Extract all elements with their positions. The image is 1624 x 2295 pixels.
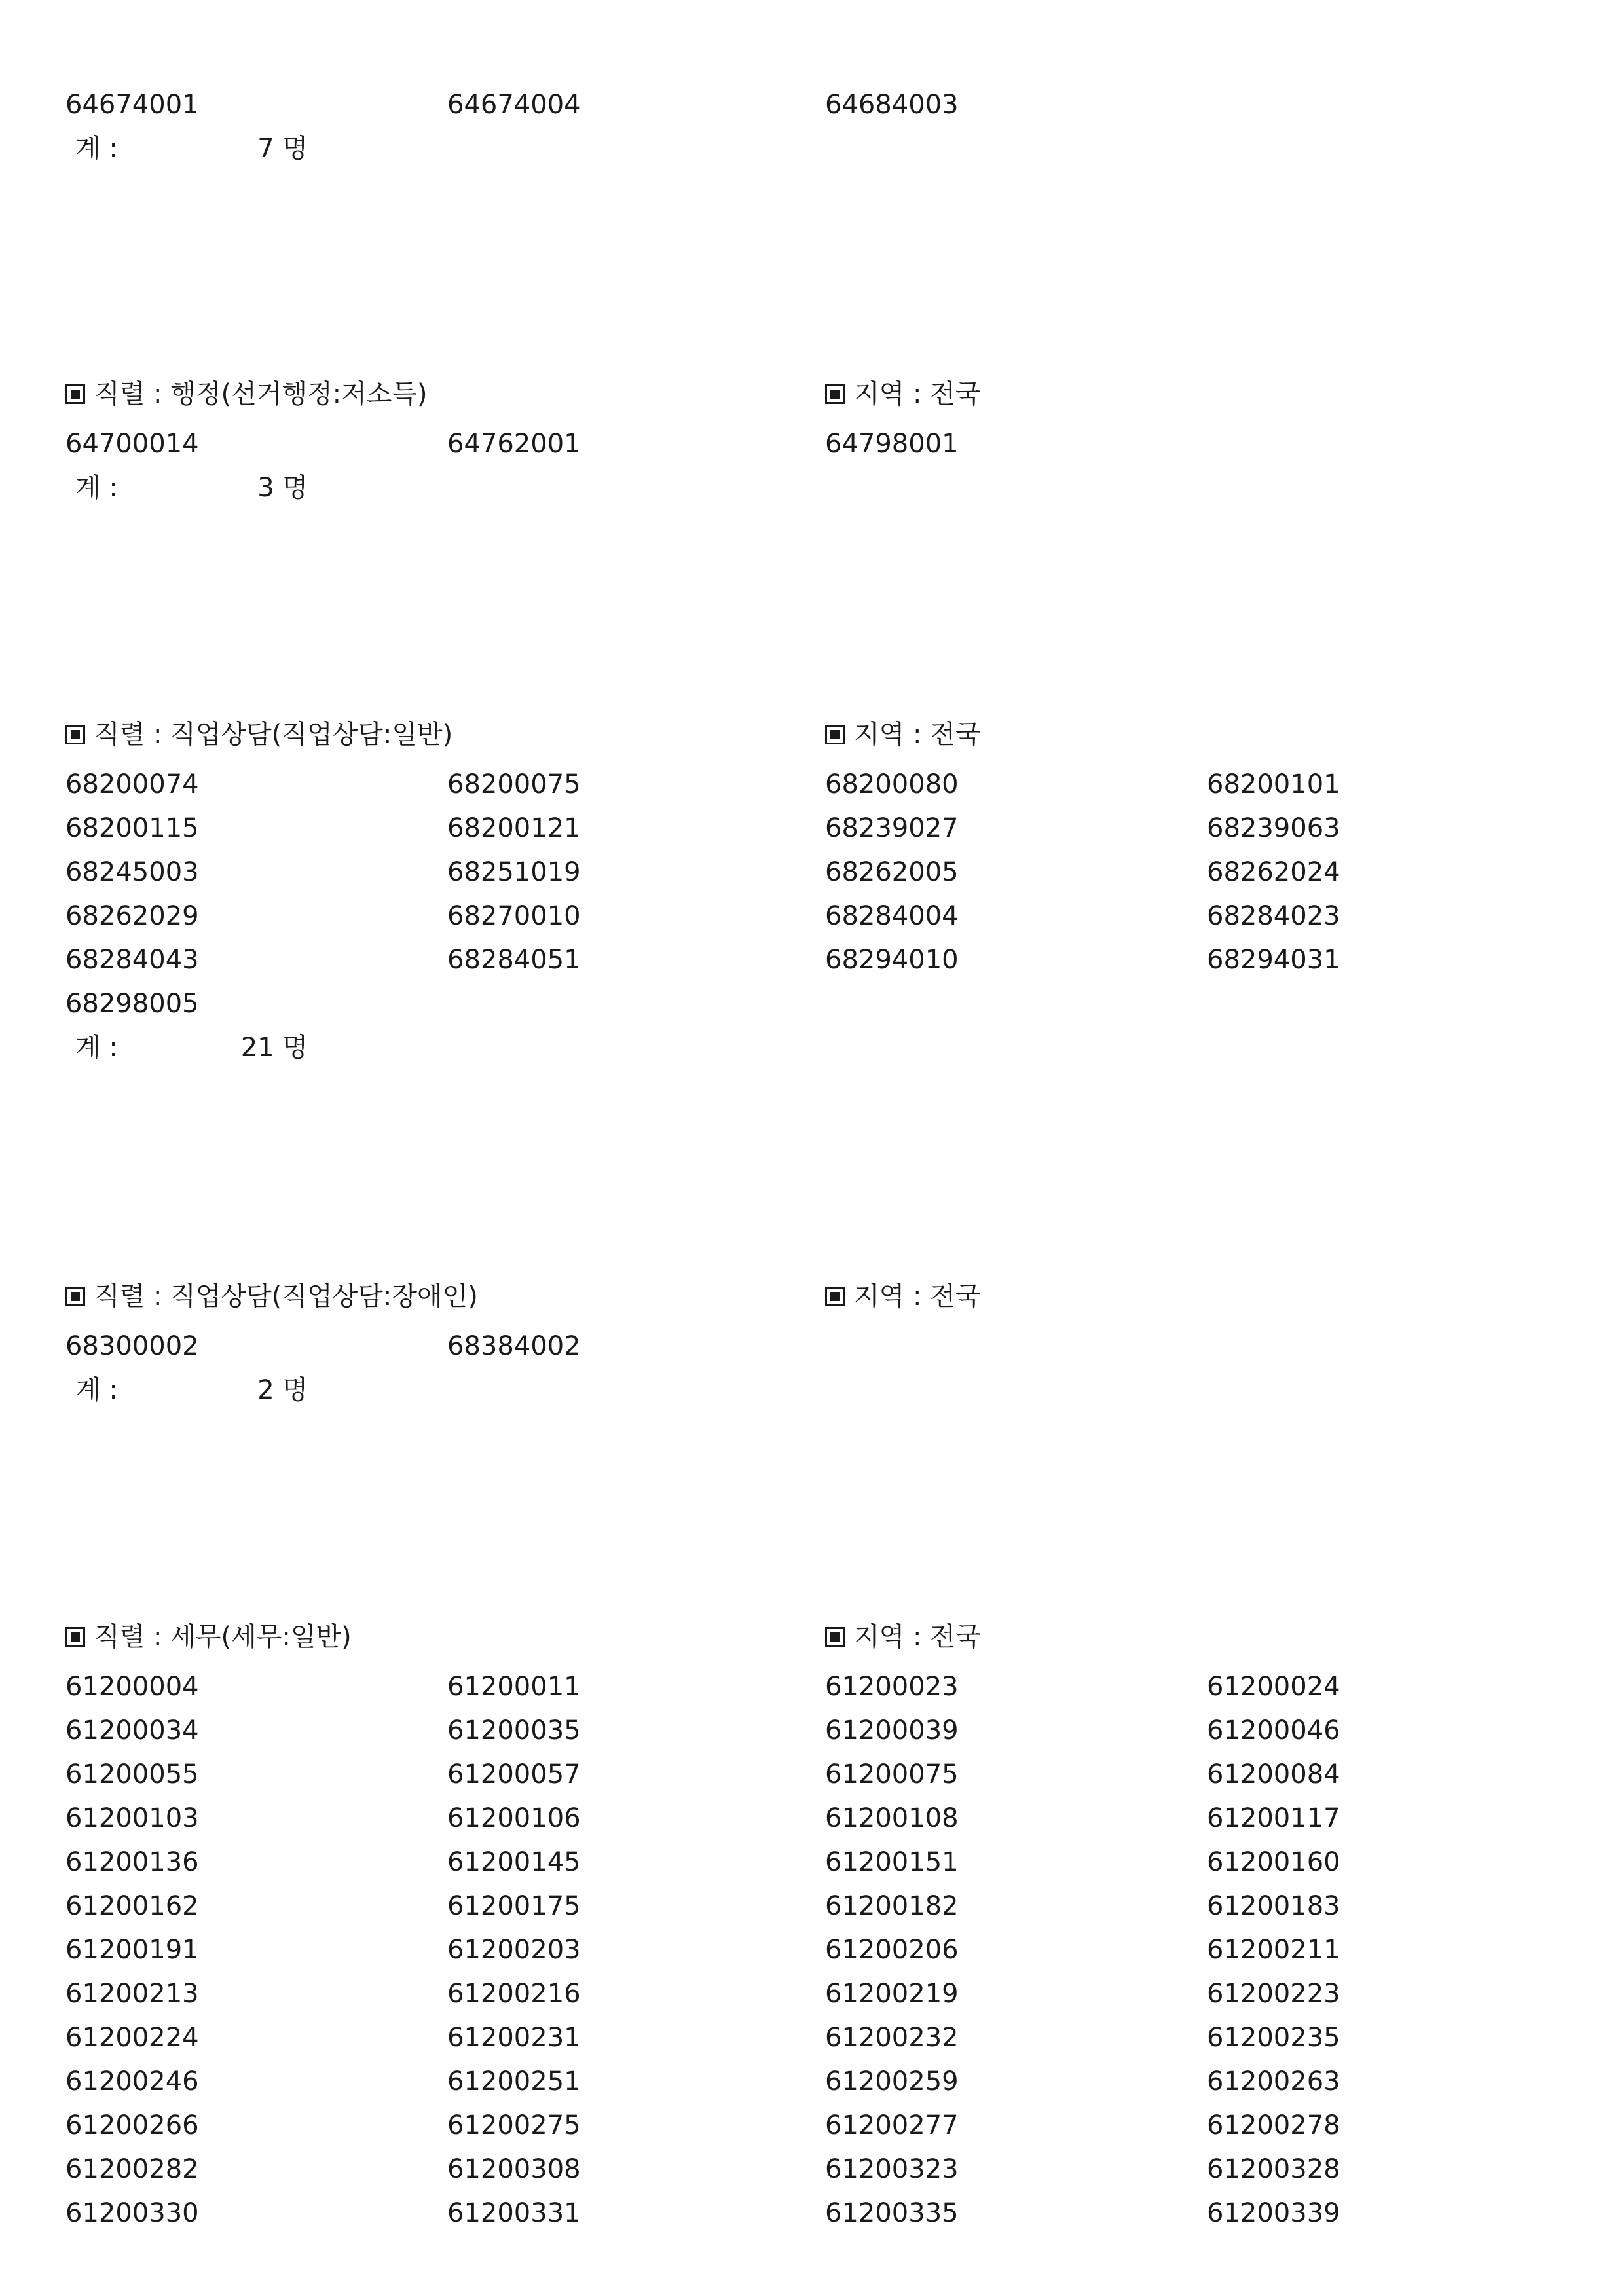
exam-number: 68294031 (1207, 945, 1340, 975)
total-count: 3 명 (257, 473, 308, 503)
region-label: 지역 : 전국 (854, 720, 981, 750)
exam-number: 68239027 (825, 813, 959, 843)
exam-number: 68245003 (65, 857, 199, 887)
exam-number: 68200115 (65, 813, 199, 843)
series-label: 직렬 : 세무(세무:일반) (94, 1622, 352, 1652)
exam-number: 68262005 (825, 857, 959, 887)
exam-number: 61200278 (1207, 2110, 1340, 2140)
exam-number: 68270010 (447, 901, 581, 931)
exam-number: 68294010 (825, 945, 959, 975)
exam-number: 61200108 (825, 1803, 959, 1833)
exam-number: 68384002 (447, 1331, 581, 1361)
exam-number: 61200232 (825, 2023, 959, 2053)
exam-number: 61200055 (65, 1759, 199, 1790)
total-count: 21 명 (240, 1033, 308, 1063)
exam-number: 68262024 (1207, 857, 1340, 887)
total-row (0, 472, 1624, 504)
exam-number: 61200075 (825, 1759, 959, 1790)
series-header (65, 378, 428, 410)
square-bullet-icon (825, 725, 845, 744)
exam-number: 61200266 (65, 2110, 199, 2140)
square-bullet-icon (825, 1627, 845, 1647)
exam-number: 61200219 (825, 1979, 959, 2009)
region-header (825, 1621, 980, 1653)
exam-number: 61200024 (1207, 1672, 1340, 1702)
exam-number: 61200323 (825, 2154, 959, 2184)
exam-number: 61200263 (1207, 2066, 1340, 2097)
exam-number: 61200308 (447, 2154, 581, 2184)
exam-number: 61200182 (825, 1891, 959, 1921)
total-row (0, 1374, 1624, 1406)
square-bullet-icon (65, 725, 85, 744)
series-label: 직렬 : 직업상담(직업상담:장애인) (94, 1281, 478, 1312)
exam-number: 61200331 (447, 2198, 581, 2228)
exam-number: 61200246 (65, 2066, 199, 2097)
exam-number: 61200216 (447, 1979, 581, 2009)
exam-number: 61200106 (447, 1803, 581, 1833)
series-header (65, 1281, 478, 1312)
exam-number: 68239063 (1207, 813, 1340, 843)
exam-number: 61200206 (825, 1935, 959, 1965)
total-label: 계 : (75, 1375, 118, 1405)
exam-number: 61200330 (65, 2198, 199, 2228)
series-header (65, 719, 452, 750)
exam-number: 64798001 (825, 429, 959, 459)
square-bullet-icon (825, 384, 845, 404)
exam-number: 61200103 (65, 1803, 199, 1833)
exam-number: 61200282 (65, 2154, 199, 2184)
square-bullet-icon (65, 1287, 85, 1306)
exam-number: 61200175 (447, 1891, 581, 1921)
exam-number: 61200211 (1207, 1935, 1340, 1965)
exam-number: 64762001 (447, 429, 581, 459)
exam-number: 68300002 (65, 1331, 199, 1361)
exam-number: 61200011 (447, 1672, 581, 1702)
exam-number: 68284043 (65, 945, 199, 975)
total-label: 계 : (75, 134, 118, 164)
square-bullet-icon (65, 384, 85, 404)
exam-number: 61200224 (65, 2023, 199, 2053)
exam-number: 68200075 (447, 769, 581, 799)
square-bullet-icon (825, 1287, 845, 1306)
exam-number: 61200160 (1207, 1847, 1340, 1877)
exam-number: 68200080 (825, 769, 959, 799)
exam-number: 61200231 (447, 2023, 581, 2053)
square-bullet-icon (65, 1627, 85, 1647)
exam-number: 61200162 (65, 1891, 199, 1921)
exam-number: 68284004 (825, 901, 959, 931)
exam-number: 61200251 (447, 2066, 581, 2097)
series-label: 직렬 : 직업상담(직업상담:일반) (94, 720, 453, 750)
exam-number: 61200335 (825, 2198, 959, 2228)
exam-number: 61200117 (1207, 1803, 1340, 1833)
exam-number: 61200259 (825, 2066, 959, 2097)
exam-number: 61200213 (65, 1979, 199, 2009)
exam-number: 61200191 (65, 1935, 199, 1965)
exam-number: 61200235 (1207, 2023, 1340, 2053)
exam-number: 61200328 (1207, 2154, 1340, 2184)
series-header (65, 1621, 352, 1653)
exam-number: 64700014 (65, 429, 199, 459)
exam-number: 61200183 (1207, 1891, 1340, 1921)
exam-number: 64684003 (825, 90, 959, 120)
exam-number: 61200275 (447, 2110, 581, 2140)
exam-number: 61200136 (65, 1847, 199, 1877)
exam-number: 61200035 (447, 1716, 581, 1746)
exam-number: 61200151 (825, 1847, 959, 1877)
exam-number: 68284023 (1207, 901, 1340, 931)
exam-number: 68298005 (65, 989, 199, 1019)
total-label: 계 : (75, 473, 118, 503)
exam-number: 61200023 (825, 1672, 959, 1702)
exam-number: 64674001 (65, 90, 199, 120)
region-label: 지역 : 전국 (854, 1622, 981, 1652)
exam-number: 64674004 (447, 90, 581, 120)
exam-number: 61200084 (1207, 1759, 1340, 1790)
total-row (0, 133, 1624, 164)
total-count: 2 명 (257, 1375, 308, 1405)
region-label: 지역 : 전국 (854, 1281, 981, 1312)
region-header (825, 378, 980, 410)
region-label: 지역 : 전국 (854, 379, 981, 409)
exam-number: 61200046 (1207, 1716, 1340, 1746)
exam-number: 61200277 (825, 2110, 959, 2140)
exam-number: 61200203 (447, 1935, 581, 1965)
exam-number: 61200039 (825, 1716, 959, 1746)
exam-number: 61200004 (65, 1672, 199, 1702)
exam-number: 68200121 (447, 813, 581, 843)
exam-number: 61200034 (65, 1716, 199, 1746)
exam-number: 68262029 (65, 901, 199, 931)
exam-number: 68251019 (447, 857, 581, 887)
exam-number: 68284051 (447, 945, 581, 975)
exam-number: 61200339 (1207, 2198, 1340, 2228)
exam-number: 61200145 (447, 1847, 581, 1877)
total-label: 계 : (75, 1033, 118, 1063)
total-count: 7 명 (257, 134, 308, 164)
total-row (0, 1032, 1624, 1063)
exam-number: 61200223 (1207, 1979, 1340, 2009)
exam-number: 68200101 (1207, 769, 1340, 799)
region-header (825, 1281, 980, 1312)
region-header (825, 719, 980, 750)
exam-number: 68200074 (65, 769, 199, 799)
exam-number: 61200057 (447, 1759, 581, 1790)
series-label: 직렬 : 행정(선거행정:저소득) (94, 379, 428, 409)
